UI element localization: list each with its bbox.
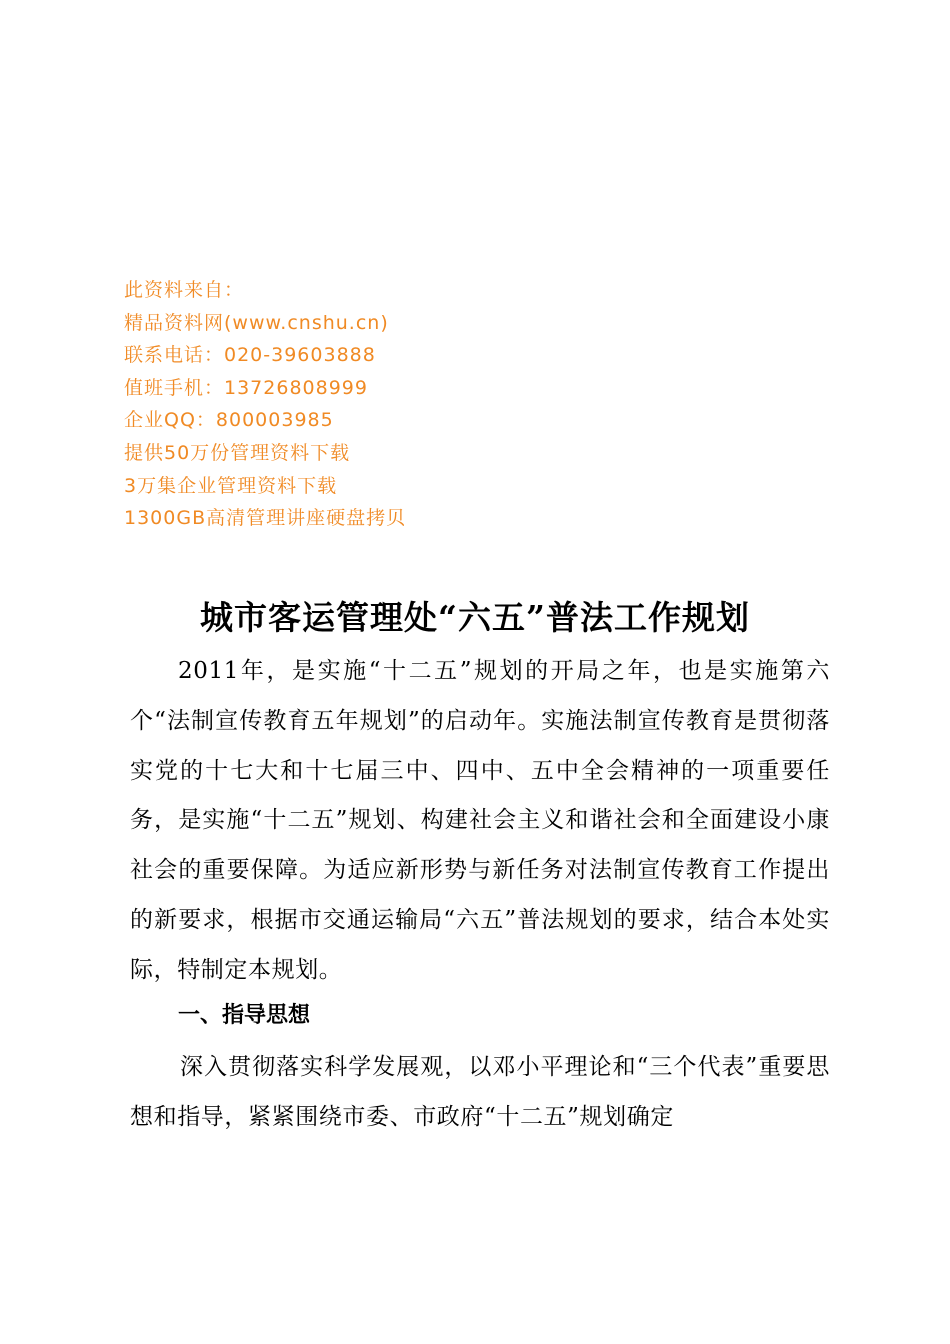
source-line-offer-3: 1300GB高清管理讲座硬盘拷贝 <box>124 507 407 530</box>
source-line-offer-1: 提供50万份管理资料下载 <box>124 441 351 464</box>
intro-paragraph: 2011年，是实施“十二五”规划的开局之年，也是实施第六个“法制宣传教育五年规划”的启动年。实施法制宣传教育是贯彻落实党的十七大和十七届三中、四中、五中全会精神的一项重要任务，是实施“十二五”规划、构建社会主义和谐社会和全面建设小康社会的重要保障。为适应新形势与新任务对法制宣传教育工作提出的新要求，根据市交通运输局“六五”普法规划的要求，结合本处实际，特制定本规划。 <box>130 658 830 983</box>
source-line-origin: 此资料来自： <box>124 279 245 301</box>
source-line-phone: 联系电话：020-39603888 <box>124 344 376 367</box>
document-title: 城市客运管理处“六五”普法工作规划 <box>200 598 750 637</box>
section-heading-guiding-ideology: 一、指导思想 <box>178 1003 311 1028</box>
source-info-block <box>124 274 584 535</box>
source-line-website: 精品资料网(www.cnshu.cn) <box>124 311 389 334</box>
source-line-mobile: 值班手机：13726808999 <box>124 376 368 399</box>
source-line-offer-2: 3万集企业管理资料下载 <box>124 474 338 497</box>
source-line-qq: 企业QQ：800003985 <box>124 409 334 432</box>
guiding-ideology-paragraph: 深入贯彻落实科学发展观，以邓小平理论和“三个代表”重要思想和指导，紧紧围绕市委、市政府“十二五”规划确定 <box>130 1054 830 1130</box>
